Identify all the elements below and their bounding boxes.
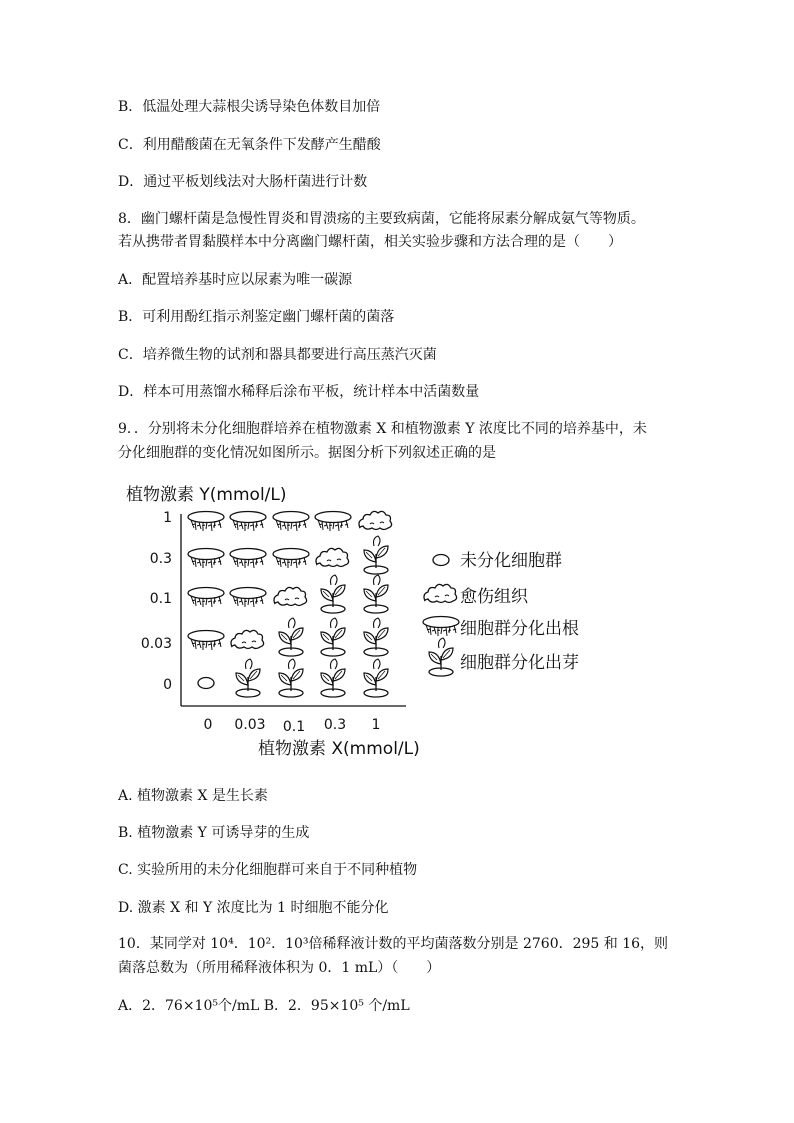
y-tick-label: 0.1: [149, 591, 172, 607]
q10-options: A．2．76×10⁵个/mL B．2．95×10⁵ 个/mL: [118, 998, 410, 1014]
cell-root-icon: [230, 512, 266, 532]
cell-root-icon: [230, 588, 266, 608]
q9-option-a: A. 植物激素 X 是生长素: [118, 788, 268, 804]
result-grid: [188, 511, 392, 697]
q8-option-b: B．可利用酚红指示剂鉴定幽门螺杆菌的菌落: [118, 309, 395, 325]
q8-stem-line1: 8．幽门螺杆菌是急慢性胃炎和胃溃疡的主要致病菌，它能将尿素分解成氨气等物质。: [118, 211, 645, 227]
y-tick-label: 1: [163, 510, 172, 526]
legend-undiff-icon: [433, 555, 449, 566]
q9-option-b: B. 植物激素 Y 可诱导芽的生成: [118, 825, 310, 841]
q9-stem-line1: 9．．分别将未分化细胞群培养在植物激素 X 和植物激素 Y 浓度比不同的培养基中，未: [118, 421, 647, 437]
cell-root-icon: [188, 549, 224, 569]
q7-option-c: C．利用醋酸菌在无氧条件下发酵产生醋酸: [118, 137, 381, 153]
cell-shoot-icon: [321, 659, 345, 697]
x-tick-label: 0.1: [282, 719, 306, 735]
x-tick-label: 0: [203, 717, 213, 733]
q8-option-c: C．培养微生物的试剂和器具都要进行高压蒸汽灭菌: [118, 347, 437, 363]
cell-shoot-icon: [364, 536, 388, 574]
q7-option-d: D．通过平板划线法对大肠杆菌进行计数: [118, 174, 368, 190]
cell-root-icon: [315, 512, 351, 532]
legend-label: 愈伤组织: [460, 587, 528, 607]
x-tick-label: 0.3: [323, 717, 347, 733]
q8-option-d: D．样本可用蒸馏水稀释后涂布平板，统计样本中活菌数量: [118, 384, 480, 400]
cell-root-icon: [188, 631, 224, 651]
cell-shoot-icon: [321, 618, 345, 656]
cell-undiff-icon: [198, 678, 214, 689]
y-tick-label: 0.03: [140, 636, 172, 652]
x-tick-label: 1: [371, 717, 381, 733]
hormone-ratio-figure: [118, 478, 618, 768]
y-axis-ticks: [141, 510, 172, 693]
legend-root-icon: [423, 617, 459, 637]
cell-callus-icon: [231, 630, 264, 648]
q8-option-a: A．配置培养基时应以尿素为唯一碳源: [118, 272, 353, 288]
q8-stem-line2: 若从携带者胃黏膜样本中分离幽门螺杆菌，相关实验步骤和方法合理的是（ ）: [118, 234, 622, 250]
y-axis-title: 植物激素 Y(mmol/L): [126, 485, 287, 505]
q10-stem-line2: 菌落总数为（所用稀释液体积为 0．1 mL）（ ）: [118, 960, 441, 976]
legend-label: 细胞群分化出芽: [460, 653, 579, 673]
x-axis-title: 植物激素 X(mmol/L): [258, 739, 420, 759]
cell-shoot-icon: [236, 659, 260, 697]
legend: [423, 551, 579, 676]
legend-label: 未分化细胞群: [460, 551, 562, 571]
cell-callus-icon: [359, 511, 392, 529]
q10-stem-line1: 10．某同学对 10⁴．10²．10³倍稀释液计数的平均菌落数分别是 2760．295 和 16，则: [118, 936, 669, 952]
cell-shoot-icon: [321, 575, 345, 613]
cell-root-icon: [273, 549, 309, 569]
cell-root-icon: [188, 588, 224, 608]
legend-callus-icon: [424, 584, 457, 602]
q7-option-b: B．低温处理大蒜根尖诱导染色体数目加倍: [118, 99, 381, 115]
y-tick-label: 0: [163, 677, 172, 693]
cell-shoot-icon: [279, 618, 303, 656]
legend-shoot-icon: [429, 638, 453, 676]
cell-root-icon: [230, 549, 266, 569]
q9-option-c: C. 实验所用的未分化细胞群可来自于不同种植物: [118, 862, 418, 878]
x-tick-label: 0.03: [234, 717, 266, 733]
q9-stem-line2: 分化细胞群的变化情况如图所示。据图分析下列叙述正确的是: [118, 445, 496, 461]
cell-callus-icon: [274, 587, 307, 605]
cell-shoot-icon: [279, 659, 303, 697]
cell-root-icon: [188, 512, 224, 532]
q9-option-d: D. 激素 X 和 Y 浓度比为 1 时细胞不能分化: [118, 900, 389, 916]
cell-callus-icon: [316, 548, 349, 566]
y-tick-label: 0.3: [149, 551, 172, 567]
x-axis-ticks: [204, 717, 381, 735]
cell-shoot-icon: [364, 618, 388, 656]
cell-shoot-icon: [364, 575, 388, 613]
cell-shoot-icon: [364, 659, 388, 697]
cell-root-icon: [273, 512, 309, 532]
legend-label: 细胞群分化出根: [460, 619, 579, 639]
